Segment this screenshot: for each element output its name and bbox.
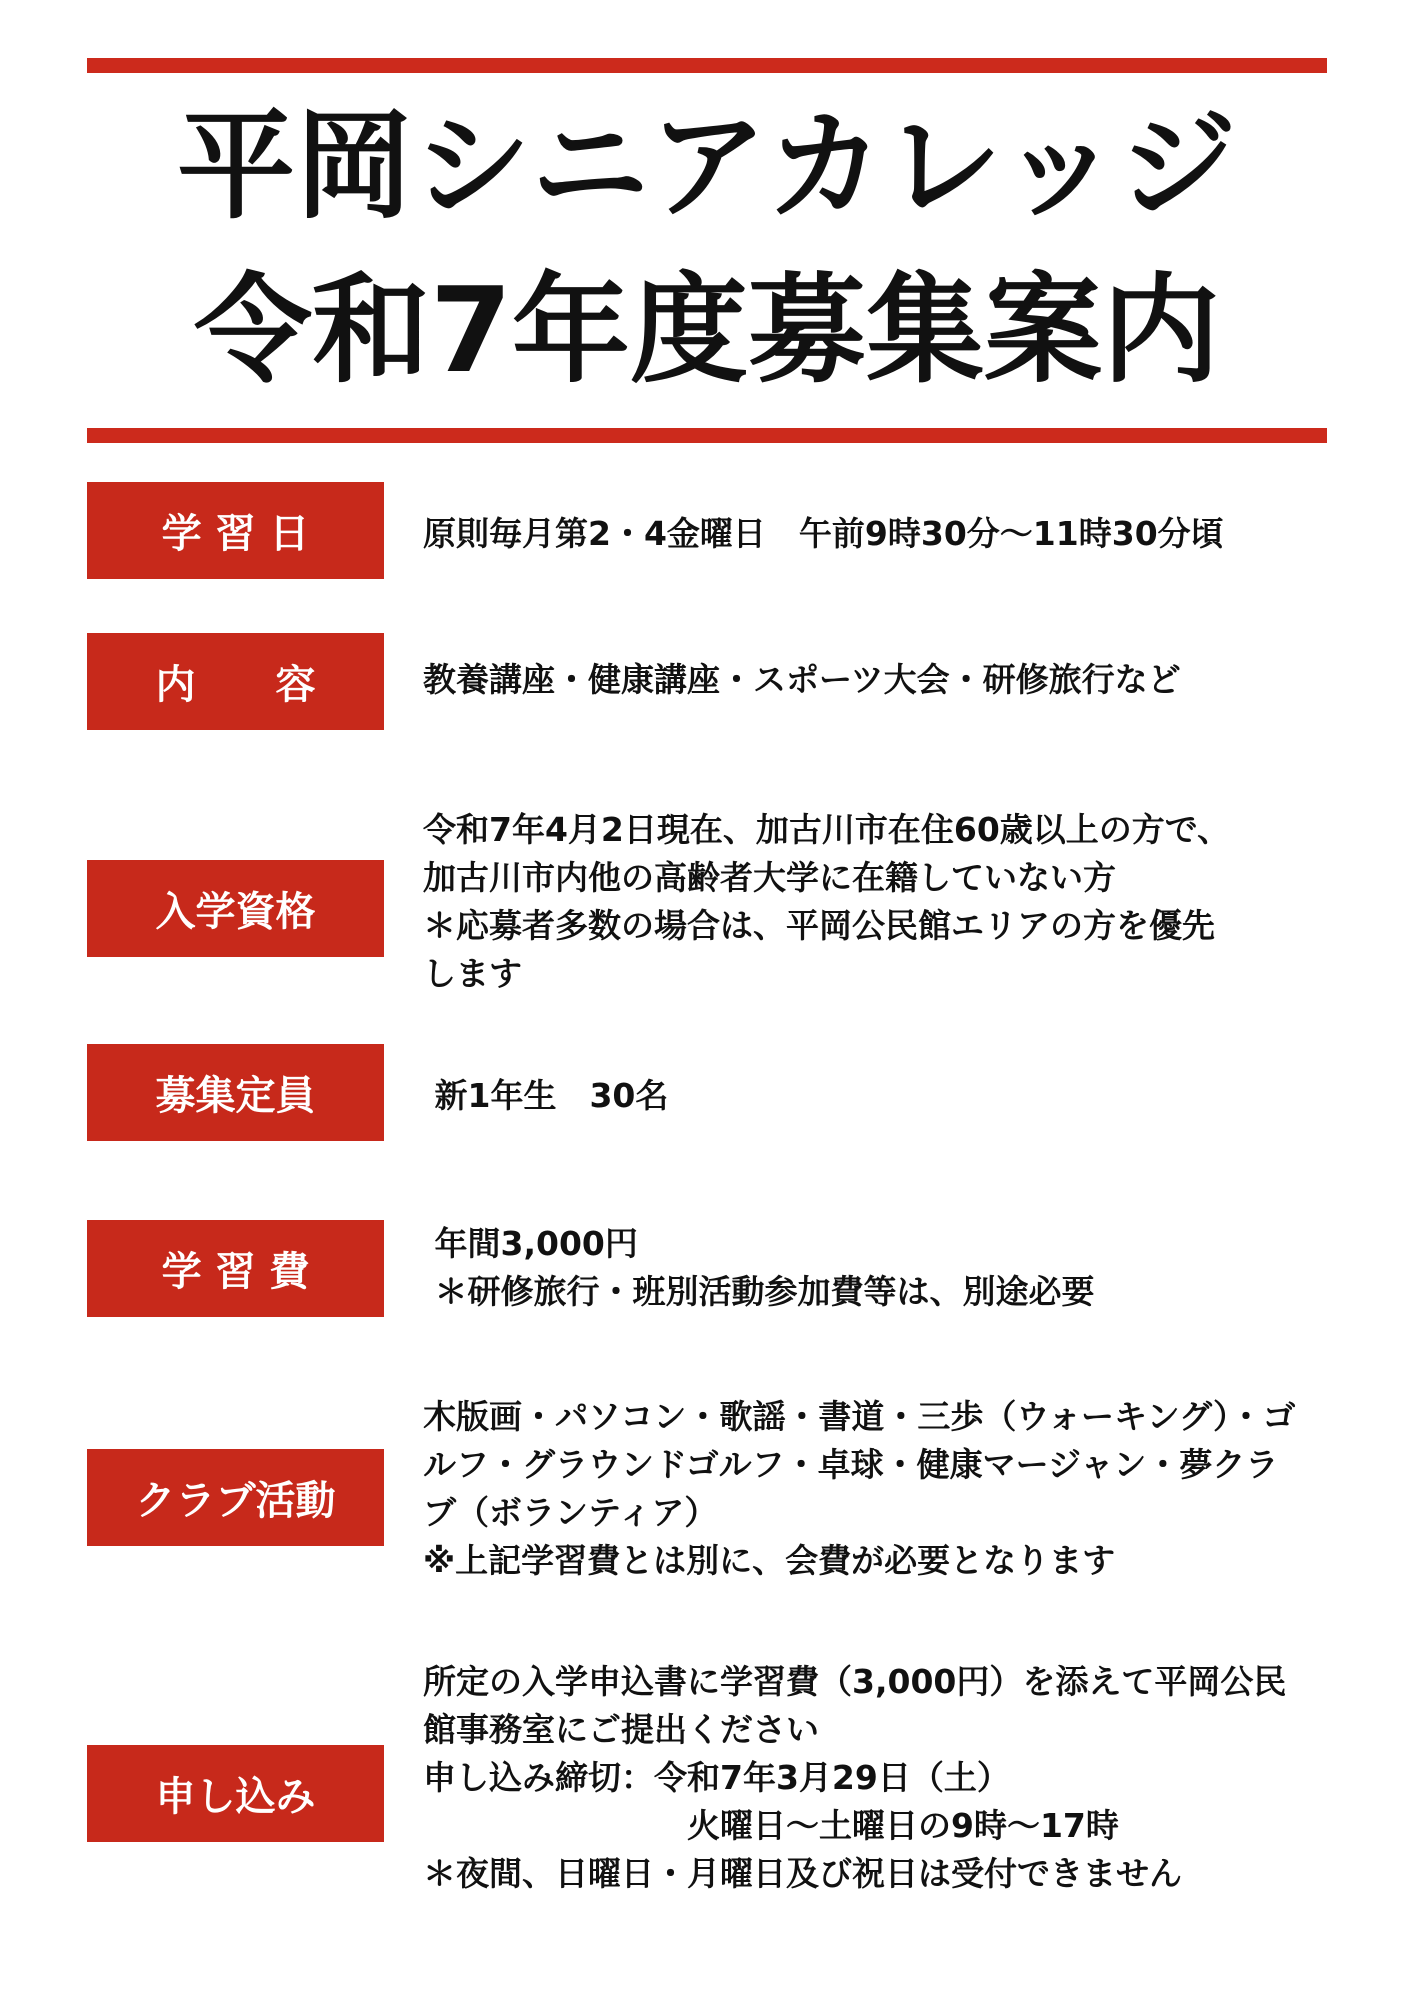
fee-label: 学 習 費 (87, 1220, 384, 1317)
eligibility-line: ＊応募者多数の場合は、平岡公民館エリアの方を優先 (423, 906, 1215, 945)
club-line: ※上記学習費とは別に、会費が必要となります (423, 1541, 1116, 1580)
application-content (423, 1658, 1383, 1898)
club-line: ルフ・グラウンドゴルフ・卓球・健康マージャン・夢クラ (423, 1445, 1279, 1484)
page-title-line2: 令和7年度募集案内 (193, 261, 1221, 399)
application-line: 申し込み締切：令和7年3月29日（土） (423, 1758, 1010, 1797)
club-label: クラブ活動 (87, 1449, 384, 1546)
club-line: 木版画・パソコン・歌謡・書道・三歩（ウォーキング）・ゴ (423, 1397, 1296, 1436)
application-line: ＊夜間、日曜日・月曜日及び祝日は受付できません (423, 1854, 1182, 1893)
fee-line: 年間3,000円 (423, 1224, 638, 1263)
eligibility-line: 令和7年4月2日現在、加古川市在住60歳以上の方で、 (423, 810, 1231, 849)
capacity-label: 募集定員 (87, 1044, 384, 1141)
eligibility-line: 加古川市内他の高齢者大学に在籍していない方 (423, 858, 1116, 897)
schedule-line: 原則毎月第2・4金曜日 午前9時30分～11時30分頃 (423, 514, 1224, 553)
top-rule (87, 58, 1327, 73)
bottom-rule (87, 428, 1327, 443)
eligibility-content (423, 806, 1383, 998)
content-label: 内 容 (87, 633, 384, 730)
eligibility-label: 入学資格 (87, 860, 384, 957)
club-line: ブ（ボランティア） (423, 1493, 718, 1532)
application-label: 申し込み (87, 1745, 384, 1842)
fee-content (423, 1220, 1383, 1316)
content-description (423, 656, 1383, 704)
eligibility-line: します (423, 954, 522, 993)
capacity-content (423, 1072, 1383, 1120)
application-line: 館事務室にご提出ください (423, 1710, 819, 1749)
application-line: 所定の入学申込書に学習費（3,000円）を添えて平岡公民 (423, 1662, 1287, 1701)
schedule-content (423, 510, 1383, 558)
club-content (423, 1393, 1383, 1585)
application-line: 火曜日～土曜日の9時～17時 (423, 1806, 1119, 1845)
capacity-line: 新1年生 30名 (423, 1076, 669, 1115)
fee-line: ＊研修旅行・班別活動参加費等は、別途必要 (423, 1272, 1095, 1311)
schedule-label: 学 習 日 (87, 482, 384, 579)
content-line: 教養講座・健康講座・スポーツ大会・研修旅行など (423, 660, 1181, 699)
page-title-line1: 平岡シニアカレッジ (177, 97, 1237, 235)
